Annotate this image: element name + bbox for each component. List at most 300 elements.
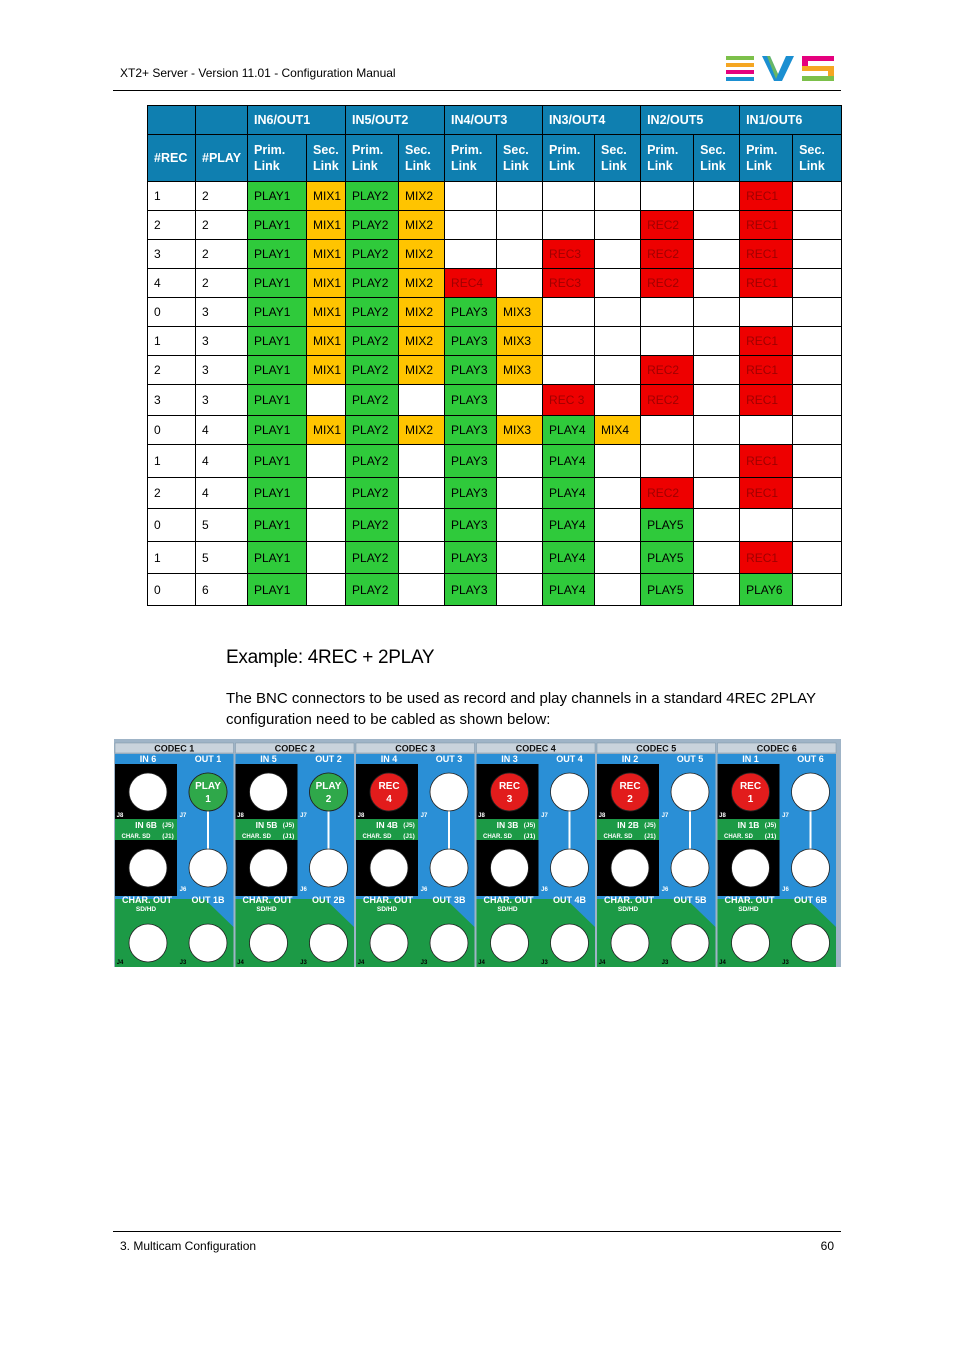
bnc-in-b-connector — [611, 849, 649, 887]
sub-header-cell: Sec. Link — [793, 135, 842, 182]
table-cell: 0 — [148, 574, 196, 606]
char-sd-label: CHAR. SD — [241, 834, 272, 840]
table-cell: PLAY3 — [445, 356, 497, 385]
header-rule — [113, 90, 841, 91]
table-cell: REC4 — [445, 269, 497, 298]
table-cell: MIX1 — [307, 327, 346, 356]
table-cell: 4 — [196, 416, 248, 445]
table-cell — [399, 509, 445, 542]
table-cell — [641, 416, 694, 445]
in-b-label: IN 4B — [376, 820, 398, 830]
sub-header-cell: Prim. Link — [641, 135, 694, 182]
table-cell: MIX2 — [399, 327, 445, 356]
char-sd-label: CHAR. SD — [121, 834, 151, 840]
table-cell: PLAY2 — [346, 240, 399, 269]
table-cell: 0 — [148, 298, 196, 327]
in-label: IN 5 — [260, 754, 277, 764]
char-sd-label: CHAR. SD — [362, 834, 392, 840]
char-out-label: CHAR. OUT — [604, 895, 654, 905]
table-cell: PLAY4 — [543, 542, 595, 574]
table-cell — [793, 509, 842, 542]
channel-badge-type: PLAY — [195, 781, 221, 792]
table-cell: REC1 — [740, 356, 793, 385]
table-cell: REC3 — [543, 240, 595, 269]
j1-label: (J1) — [162, 833, 174, 840]
bnc-out-b-connector — [792, 849, 830, 887]
channel-badge-number: 2 — [627, 794, 633, 805]
j3-label: J3 — [179, 960, 187, 966]
table-cell — [641, 327, 694, 356]
table-cell: MIX4 — [595, 416, 641, 445]
table-cell — [445, 182, 497, 211]
table-cell — [543, 298, 595, 327]
table-cell: PLAY1 — [248, 356, 307, 385]
table-row — [148, 509, 842, 542]
table-cell: PLAY3 — [445, 574, 497, 606]
table-cell: PLAY1 — [248, 574, 307, 606]
table-cell: PLAY5 — [641, 509, 694, 542]
j5-label: (J5) — [523, 822, 536, 829]
sdhd-label: SD/HD — [617, 906, 639, 913]
j8-label: J8 — [357, 813, 365, 819]
header-in3-out4: IN3/OUT4 — [543, 106, 641, 135]
j5-label: (J5) — [162, 822, 174, 829]
table-cell — [793, 211, 842, 240]
bnc-j3-connector — [430, 924, 468, 962]
table-cell — [641, 182, 694, 211]
j7-label: J7 — [300, 813, 307, 819]
out-b-label: OUT 3B — [432, 895, 466, 905]
table-cell — [399, 385, 445, 416]
j7-label: J7 — [179, 813, 187, 819]
header-in4-out3: IN4/OUT3 — [445, 106, 543, 135]
sdhd-label: SD/HD — [738, 906, 759, 913]
in-b-label: IN 5B — [255, 820, 278, 830]
table-cell — [793, 416, 842, 445]
table-cell: REC1 — [740, 211, 793, 240]
table-group-header-row — [148, 106, 842, 135]
in-label: IN 2 — [621, 754, 639, 764]
j5-label: (J5) — [403, 822, 415, 829]
table-cell — [793, 385, 842, 416]
table-cell: MIX3 — [497, 416, 543, 445]
table-row — [148, 327, 842, 356]
table-cell: REC3 — [543, 269, 595, 298]
table-cell — [497, 182, 543, 211]
table-cell — [399, 542, 445, 574]
table-cell: MIX2 — [399, 298, 445, 327]
bnc-char-out-connector — [611, 924, 649, 962]
table-cell — [740, 416, 793, 445]
table-cell — [399, 574, 445, 606]
table-cell — [543, 211, 595, 240]
sub-header-cell: Sec. Link — [497, 135, 543, 182]
table-cell: 4 — [196, 478, 248, 509]
table-cell: 2 — [196, 211, 248, 240]
table-cell: PLAY3 — [445, 298, 497, 327]
out-b-label: OUT 4B — [552, 895, 587, 905]
table-cell — [543, 356, 595, 385]
table-row — [148, 574, 842, 606]
bnc-in-b-connector — [250, 849, 288, 887]
header-blank — [148, 106, 196, 135]
table-row — [148, 182, 842, 211]
in-b-label: IN 2B — [617, 820, 639, 830]
table-cell: PLAY5 — [641, 542, 694, 574]
table-cell: PLAY2 — [346, 385, 399, 416]
j7-label: J7 — [541, 813, 548, 819]
table-cell: PLAY2 — [346, 478, 399, 509]
table-cell: MIX1 — [307, 211, 346, 240]
table-cell: REC1 — [740, 478, 793, 509]
sub-header-cell: Sec. Link — [307, 135, 346, 182]
table-cell: REC1 — [740, 182, 793, 211]
out-b-label: OUT 2B — [311, 895, 346, 905]
j1-label: (J1) — [764, 833, 777, 840]
header-blank — [196, 106, 248, 135]
codec-title: CODEC 2 — [274, 743, 315, 754]
j7-label: J7 — [782, 813, 789, 819]
table-cell — [641, 298, 694, 327]
table-cell: PLAY1 — [248, 509, 307, 542]
j4-label: J4 — [116, 960, 124, 966]
table-cell — [595, 356, 641, 385]
table-cell — [497, 269, 543, 298]
multicam-config-table — [147, 105, 842, 606]
char-out-label: CHAR. OUT — [122, 895, 172, 905]
table-cell: PLAY1 — [248, 416, 307, 445]
table-cell: 3 — [148, 385, 196, 416]
table-cell: REC2 — [641, 478, 694, 509]
table-cell — [307, 509, 346, 542]
table-cell: MIX1 — [307, 182, 346, 211]
bnc-j3-connector — [671, 924, 709, 962]
in-label: IN 3 — [501, 754, 518, 764]
j3-label: J3 — [541, 960, 548, 966]
char-sd-label: CHAR. SD — [603, 834, 633, 840]
footer-section: 3. Multicam Configuration — [120, 1239, 257, 1253]
table-cell: REC1 — [740, 240, 793, 269]
table-cell: PLAY2 — [346, 298, 399, 327]
char-out-label: CHAR. OUT — [363, 895, 413, 905]
char-out-label: CHAR. OUT — [724, 895, 775, 905]
table-cell: MIX1 — [307, 416, 346, 445]
table-cell: REC1 — [740, 269, 793, 298]
table-cell: 2 — [196, 240, 248, 269]
table-cell: 2 — [196, 269, 248, 298]
table-row — [148, 240, 842, 269]
sdhd-label: SD/HD — [256, 906, 277, 913]
bnc-char-out-connector — [491, 924, 529, 962]
table-cell: MIX2 — [399, 240, 445, 269]
table-sub-header-row — [148, 135, 842, 182]
table-cell: PLAY3 — [445, 385, 497, 416]
table-row — [148, 478, 842, 509]
j3-label: J3 — [420, 960, 428, 966]
table-cell: PLAY3 — [445, 327, 497, 356]
bnc-j3-connector — [189, 924, 227, 962]
table-cell: PLAY1 — [248, 182, 307, 211]
table-cell — [694, 542, 740, 574]
char-out-label: CHAR. OUT — [242, 895, 293, 905]
char-sd-label: CHAR. SD — [482, 834, 513, 840]
j8-label: J8 — [719, 813, 726, 819]
bnc-char-out-connector — [370, 924, 408, 962]
table-cell: 6 — [196, 574, 248, 606]
table-cell — [793, 478, 842, 509]
table-cell — [595, 478, 641, 509]
codec-title: CODEC 3 — [395, 743, 436, 754]
table-cell: 2 — [148, 356, 196, 385]
table-cell — [543, 327, 595, 356]
table-cell: MIX2 — [399, 211, 445, 240]
table-cell: 3 — [196, 356, 248, 385]
channel-badge-number: 2 — [325, 794, 332, 805]
bnc-in-b-connector — [370, 849, 408, 887]
table-cell: PLAY6 — [740, 574, 793, 606]
bnc-out-connector — [792, 773, 830, 811]
table-cell: PLAY2 — [346, 574, 399, 606]
table-cell — [543, 182, 595, 211]
table-cell — [497, 509, 543, 542]
table-cell: PLAY1 — [248, 269, 307, 298]
char-sd-label: CHAR. SD — [723, 834, 754, 840]
j1-label: (J1) — [282, 833, 295, 840]
j6-label: J6 — [420, 887, 428, 893]
table-cell: PLAY2 — [346, 182, 399, 211]
header-in5-out2: IN5/OUT2 — [346, 106, 445, 135]
table-cell: 1 — [148, 542, 196, 574]
table-cell: PLAY2 — [346, 211, 399, 240]
table-cell — [793, 298, 842, 327]
codec-title: CODEC 6 — [756, 743, 797, 754]
table-cell — [694, 509, 740, 542]
table-cell: REC 3 — [543, 385, 595, 416]
table-cell — [694, 327, 740, 356]
table-cell: PLAY1 — [248, 298, 307, 327]
sub-header-cell: Sec. Link — [399, 135, 445, 182]
table-cell — [793, 542, 842, 574]
j8-label: J8 — [116, 813, 124, 819]
out-label: OUT 4 — [556, 754, 583, 764]
channel-badge-number: 4 — [386, 794, 392, 805]
example-heading: Example: 4REC + 2PLAY — [226, 647, 435, 668]
example-paragraph: The BNC connectors to be used as record and play channels in a standard 4REC 2PLAY configuration need to be cabled as shown below: — [226, 690, 816, 728]
out-label: OUT 3 — [435, 754, 463, 764]
table-cell: REC2 — [641, 356, 694, 385]
out-label: OUT 6 — [797, 754, 824, 764]
table-cell: 4 — [148, 269, 196, 298]
channel-badge-number: 1 — [205, 794, 211, 805]
table-cell — [399, 445, 445, 478]
table-cell: MIX1 — [307, 356, 346, 385]
table-cell — [307, 478, 346, 509]
channel-badge-type: REC — [739, 781, 762, 792]
table-cell: 1 — [148, 182, 196, 211]
table-cell: 2 — [196, 182, 248, 211]
table-cell — [694, 269, 740, 298]
table-cell — [595, 574, 641, 606]
table-cell: 1 — [148, 327, 196, 356]
table-cell: PLAY2 — [346, 542, 399, 574]
table-cell: PLAY1 — [248, 478, 307, 509]
table-cell — [497, 240, 543, 269]
table-cell: REC2 — [641, 385, 694, 416]
table-cell — [641, 445, 694, 478]
sub-header-cell: #REC — [148, 135, 196, 182]
table-cell — [307, 385, 346, 416]
table-cell: PLAY2 — [346, 509, 399, 542]
table-cell: 0 — [148, 416, 196, 445]
table-cell: 4 — [196, 445, 248, 478]
table-cell — [740, 509, 793, 542]
table-cell: MIX3 — [497, 356, 543, 385]
table-cell: PLAY4 — [543, 416, 595, 445]
j5-label: (J5) — [764, 822, 777, 829]
table-cell — [595, 298, 641, 327]
channel-badge-type: REC — [619, 781, 641, 792]
channel-badge-type: REC — [378, 781, 400, 792]
codec-title: CODEC 4 — [515, 743, 556, 754]
j8-label: J8 — [478, 813, 485, 819]
table-cell: 3 — [196, 385, 248, 416]
j6-label: J6 — [541, 887, 548, 893]
in-b-label: IN 1B — [737, 820, 760, 830]
table-cell: MIX3 — [497, 327, 543, 356]
table-cell — [445, 240, 497, 269]
table-cell — [694, 445, 740, 478]
table-cell — [694, 478, 740, 509]
out-label: OUT 5 — [676, 754, 704, 764]
sub-header-cell: Prim. Link — [248, 135, 307, 182]
table-cell: 5 — [196, 509, 248, 542]
codec-title: CODEC 5 — [636, 743, 677, 754]
table-cell — [793, 445, 842, 478]
page-number: 60 — [820, 1239, 834, 1253]
table-cell — [793, 574, 842, 606]
header-in6-out1: IN6/OUT1 — [248, 106, 346, 135]
table-cell: PLAY3 — [445, 509, 497, 542]
j7-label: J7 — [661, 813, 669, 819]
table-cell — [694, 211, 740, 240]
j4-label: J4 — [478, 960, 485, 966]
table-cell — [399, 478, 445, 509]
bnc-out-connector — [551, 773, 589, 811]
codec-connector-panel — [114, 739, 841, 967]
channel-badge-number: 1 — [747, 794, 754, 805]
table-cell: MIX2 — [399, 182, 445, 211]
table-cell: PLAY1 — [248, 385, 307, 416]
channel-badge — [611, 773, 649, 811]
table-cell: MIX1 — [307, 269, 346, 298]
table-cell — [445, 211, 497, 240]
evs-logo — [726, 54, 834, 82]
table-cell — [497, 542, 543, 574]
out-b-label: OUT 6B — [793, 895, 828, 905]
channel-badge-number: 3 — [506, 794, 513, 805]
table-cell — [497, 385, 543, 416]
table-cell — [793, 182, 842, 211]
sub-header-cell: Prim. Link — [740, 135, 793, 182]
table-row — [148, 269, 842, 298]
bnc-j3-connector — [551, 924, 589, 962]
table-cell: PLAY3 — [445, 416, 497, 445]
j4-label: J4 — [719, 960, 726, 966]
j5-label: (J5) — [644, 822, 656, 829]
bnc-char-out-connector — [732, 924, 770, 962]
table-cell: PLAY2 — [346, 327, 399, 356]
table-cell: PLAY2 — [346, 445, 399, 478]
table-cell: PLAY2 — [346, 269, 399, 298]
j4-label: J4 — [598, 960, 606, 966]
table-cell — [595, 327, 641, 356]
table-cell — [694, 574, 740, 606]
bnc-out-connector — [671, 773, 709, 811]
table-cell — [497, 211, 543, 240]
in-label: IN 6 — [139, 754, 157, 764]
table-cell: 0 — [148, 509, 196, 542]
table-cell — [595, 445, 641, 478]
channel-badge — [310, 773, 348, 811]
table-cell: MIX2 — [399, 356, 445, 385]
table-cell: 2 — [148, 211, 196, 240]
out-label: OUT 1 — [194, 754, 222, 764]
bnc-j3-connector — [792, 924, 830, 962]
table-cell: 1 — [148, 445, 196, 478]
table-cell: REC1 — [740, 542, 793, 574]
channel-badge — [491, 773, 529, 811]
table-cell: PLAY1 — [248, 542, 307, 574]
table-row — [148, 298, 842, 327]
table-row — [148, 356, 842, 385]
j8-label: J8 — [598, 813, 606, 819]
table-cell: MIX1 — [307, 240, 346, 269]
table-cell: 3 — [196, 327, 248, 356]
footer-rule — [113, 1231, 841, 1232]
bnc-out-connector — [430, 773, 468, 811]
sub-header-cell: Sec. Link — [595, 135, 641, 182]
bnc-in-connector — [250, 773, 288, 811]
j8-label: J8 — [237, 813, 244, 819]
in-b-label: IN 6B — [135, 820, 157, 830]
table-cell — [307, 445, 346, 478]
sub-header-cell: #PLAY — [196, 135, 248, 182]
char-out-label: CHAR. OUT — [483, 895, 534, 905]
table-cell — [793, 269, 842, 298]
table-row — [148, 416, 842, 445]
header-in1-out6: IN1/OUT6 — [740, 106, 842, 135]
j6-label: J6 — [782, 887, 789, 893]
table-cell — [595, 509, 641, 542]
table-cell: REC2 — [641, 269, 694, 298]
channel-badge — [189, 773, 227, 811]
codec-title: CODEC 1 — [154, 743, 195, 754]
table-cell: PLAY3 — [445, 445, 497, 478]
table-cell: MIX2 — [399, 416, 445, 445]
table-row — [148, 542, 842, 574]
table-cell — [307, 574, 346, 606]
in-label: IN 1 — [742, 754, 759, 764]
channel-badge — [370, 773, 408, 811]
table-cell: PLAY4 — [543, 478, 595, 509]
j5-label: (J5) — [282, 822, 295, 829]
document-title: XT2+ Server - Version 11.01 - Configuration Manual — [120, 66, 396, 80]
table-cell: REC1 — [740, 445, 793, 478]
table-cell — [793, 356, 842, 385]
table-cell — [694, 356, 740, 385]
j3-label: J3 — [661, 960, 669, 966]
bnc-out-b-connector — [671, 849, 709, 887]
